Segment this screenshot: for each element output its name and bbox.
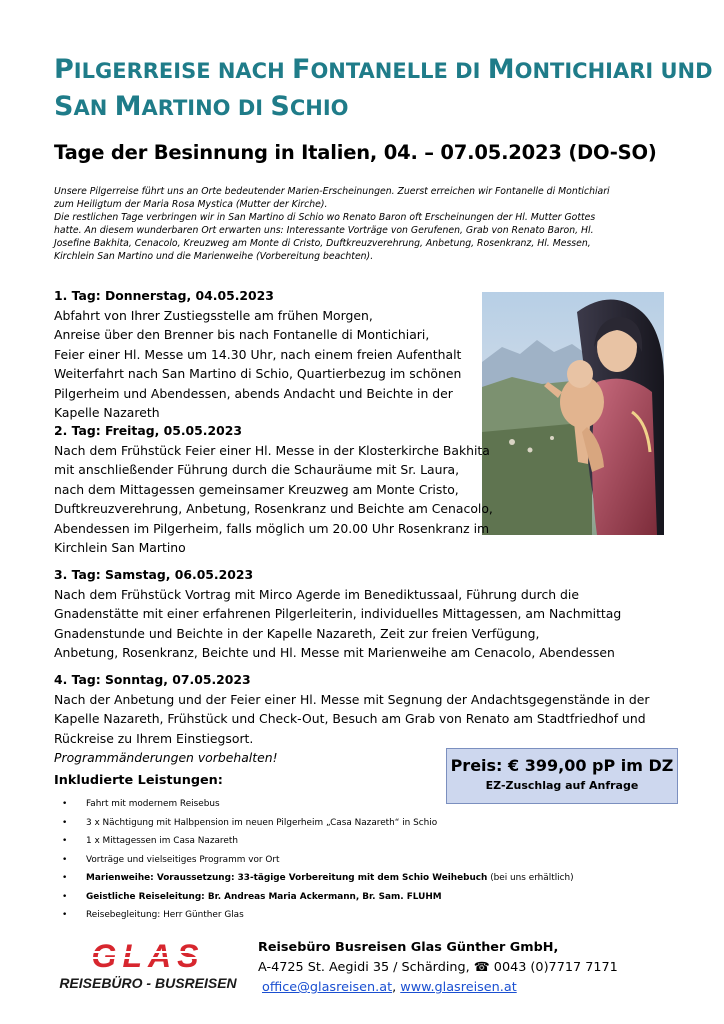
madonna-statue-image (482, 292, 664, 535)
list-item: • 3 x Nächtigung mit Halbpension im neuen Pilgerheim „Casa Nazareth“ in Schio (62, 814, 574, 833)
company-info (258, 938, 618, 998)
bullet-icon: • (62, 910, 68, 920)
price-main: Preis: € 399,00 pP im DZ (450, 756, 674, 775)
day-2-section (54, 421, 493, 558)
bullet-icon: • (62, 799, 68, 809)
day-1-line: Anreise über den Brenner bis nach Fontanelle di Montichiari, (54, 327, 430, 342)
telephone-icon: ☎ (473, 960, 490, 975)
day-2-line: nach dem Mittagessen gemeinsamer Kreuzweg am Monte Cristo, (54, 481, 459, 497)
day-1-line: Kapelle Nazareth (54, 405, 160, 420)
company-phone: 0043 (0)7717 7171 (493, 960, 618, 975)
program-change-note: Programmänderungen vorbehalten! (54, 750, 278, 765)
bullet-icon: • (62, 817, 68, 828)
company-address-line (258, 958, 618, 978)
company-links (258, 978, 618, 998)
day-2-line: Abendessen im Pilgerheim, falls möglich um 20.00 Uhr Rosenkranz im (54, 520, 490, 536)
day-4-line: Kapelle Nazareth, Frühstück und Check-Out, Besuch am Grab von Renato am Stadtfriedhof und (54, 711, 646, 726)
included-heading: Inkludierte Leistungen: (54, 773, 223, 788)
list-item: • Vorträge und vielseitiges Programm vor Ort (62, 851, 574, 870)
intro-paragraph-2: Die restlichen Tage verbringen wir in San Martino di Schio wo Renato Baron oft Erscheinungen der Hl. Mutter Gottes hatte. An diesem wunderbaren Ort erwarten uns: Interessante Vorträge von Gerufenen, Grab von Renato Baron, Hl. Josefine Bakhita, Cenacolo, Kreuzweg am Monte di Cristo, Duftkreuzverehrung, Anbetung, Rosenkranz, Hl. Messen, Kirchlein San Martino und die Marienweihe (Vorbereitung beachten). (54, 211, 596, 262)
company-name: Reisebüro Busreisen Glas Günther GmbH, (258, 940, 559, 955)
day-2-line: Nach dem Frühstück Feier einer Hl. Messe in der Klosterkirche Bakhita (54, 442, 490, 458)
intro-paragraph-1: Unsere Pilgerreise führt uns an Orte bedeutender Marien-Erscheinungen. Zuerst erreichen wir Fontanelle di Montichiari zum Heiligtum der Maria Rosa Mystica (Mutter der Kirche). (54, 186, 610, 210)
day-2-line: Kirchlein San Martino (54, 540, 186, 555)
day-3-line: Gnadenstunde und Beichte in der Kapelle Nazareth, Zeit zur freien Verfügung, (54, 625, 540, 641)
day-1-line: Feier einer Hl. Messe um 14.30 Uhr, nach einem freien Aufenthalt (54, 346, 462, 362)
day-3-section (54, 565, 621, 663)
day-2-line: mit anschließender Führung durch die Schauräume mit Sr. Laura, (54, 462, 460, 477)
bullet-icon: • (62, 891, 68, 902)
list-item: • Marienweihe: Voraussetzung: 33-tägige Vorbereitung mit dem Schio Weihebuch (bei uns erhältlich) (62, 869, 574, 888)
logo-word: GLAS (91, 938, 205, 974)
logo-tagline: REISEBÜRO - BUSREISEN (59, 975, 237, 991)
day-2-line: Duftkreuzverehrung, Anbetung, Rosenkranz und Beichte am Cenacolo, (54, 501, 493, 516)
list-item: • Reisebegleitung: Herr Günther Glas (62, 906, 574, 925)
intro-text (54, 186, 614, 263)
day-1-line: Weiterfahrt nach San Martino di Schio, Quartierbezug im schönen (54, 366, 462, 381)
included-list (62, 795, 574, 925)
website-link[interactable]: www.glasreisen.at (400, 980, 517, 995)
day-3-title: 3. Tag: Samstag, 06.05.2023 (54, 567, 254, 582)
day-1-section (54, 286, 461, 423)
list-item: • Fahrt mit modernem Reisebus (62, 795, 574, 814)
day-1-title: 1. Tag: Donnerstag, 04.05.2023 (54, 288, 274, 303)
link-separator: , (392, 980, 397, 995)
glas-logo (58, 937, 238, 993)
day-3-line: Anbetung, Rosenkranz, Beichte und Hl. Messe mit Marienweihe am Cenacolo, Abendessen (54, 645, 615, 660)
list-item: • Geistliche Reiseleitung: Br. Andreas Maria Ackermann, Br. Sam. FLUHM (62, 888, 574, 907)
bullet-icon: • (62, 836, 68, 846)
day-3-line: Gnadenstätte mit einer erfahrenen Pilgerleiterin, individuelles Mittagessen, am Nachmittag (54, 606, 622, 621)
title-line-2: SAN MARTINO DI SCHIO (54, 91, 349, 122)
trip-subtitle: Tage der Besinnung in Italien, 04. – 07.05.2023 (DO-SO) (54, 141, 657, 164)
day-1-line: Pilgerheim und Abendessen, abends Andacht und Beichte in der (54, 385, 453, 401)
page-title (54, 52, 713, 126)
company-address: A-4725 St. Aegidi 35 / Schärding, (258, 960, 470, 975)
day-1-line: Abfahrt von Ihrer Zustiegsstelle am frühen Morgen, (54, 307, 373, 323)
list-item: • 1 x Mittagessen im Casa Nazareth (62, 832, 574, 851)
day-4-line: Nach der Anbetung und der Feier einer Hl. Messe mit Segnung der Andachtsgegenstände in der (54, 691, 650, 707)
day-3-line: Nach dem Frühstück Vortrag mit Mirco Agerde im Benediktussaal, Führung durch die (54, 586, 579, 602)
day-4-line: Rückreise zu Ihrem Einstiegsort. (54, 730, 254, 746)
glas-logo-image (58, 937, 238, 993)
price-single-surcharge: EZ-Zuschlag auf Anfrage (485, 779, 639, 792)
madonna-statue-photo (482, 292, 664, 535)
day-2-title: 2. Tag: Freitag, 05.05.2023 (54, 423, 242, 438)
title-line-1: PILGERREISE NACH FONTANELLE DI MONTICHIARI UND (54, 54, 713, 85)
bullet-icon: • (62, 873, 68, 883)
bullet-icon: • (62, 854, 68, 865)
email-link[interactable]: office@glasreisen.at (262, 980, 393, 995)
day-4-title: 4. Tag: Sonntag, 07.05.2023 (54, 672, 251, 687)
